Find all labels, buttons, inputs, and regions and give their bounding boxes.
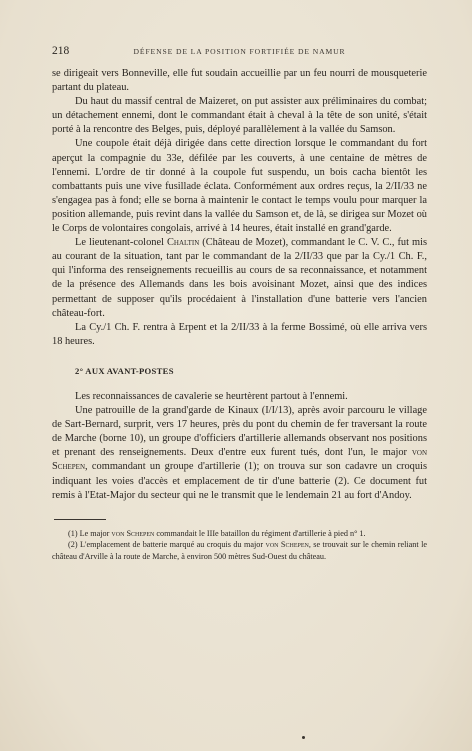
paragraph: La Cy./1 Ch. F. rentra à Erpent et la 2/II/33 à la ferme Bossimé, où elle arriva vers 18 heures. — [52, 321, 427, 347]
person-name: von Schepen — [265, 540, 309, 550]
text-run: (Château de Mozet), commandant le C. V. C., fut mis au courant de la situation, tant par le commandant de la 2/II/33 que par la Cy./1 Ch. F., qui l'informa des renseignements recueillis au cours de sa reconnaissance, et notamment de la présence des Allemands dans les bois avoisinant Mozet, ainsi que des indices permettant de supposer qu'ils procédaient à l'installation d'une batterie vers l'ancien château-fort. — [52, 237, 428, 319]
text-run: , commandant un groupe d'artillerie (1); on trouva sur son cadavre un croquis indiquant les voies d'accès et emplacement de tir d'une batterie (2). Ce document fut remis à l'Etat-Major du secteur qui ne le transmit que le lendemain 21 au fort d'Andoy. — [52, 461, 427, 501]
text-run: (2) L'emplacement de batterie marqué au croquis du major — [68, 540, 266, 550]
person-name: von Schepen — [111, 528, 155, 538]
paragraph — [52, 404, 427, 503]
text-run: Le lieutenant-colonel — [75, 237, 167, 249]
print-speck — [302, 736, 305, 739]
text-run: commandait le IIIe bataillon du régiment d'artillerie à pied n° 1. — [154, 528, 366, 538]
footnote-divider — [54, 519, 106, 520]
text-run: , se trouvait sur le chemin reliant le château d'Arville à la route de Marche, à environ 500 mètres Sud-Ouest du château. — [52, 540, 428, 561]
person-name: von Schepen — [52, 447, 427, 473]
paragraph: Une coupole était déjà dirigée dans cette direction lorsque le commandant du fort aperçut la compagnie du 33e, défilée par les couverts, à une centaine de mètres de l'ennemi. L'ordre de tir donné à la coupole fut suspendu, un bois cacha bientôt les combattants puis une vive fusillade éclata. Conformément aux ordres reçus, la 2/II/33 ne s'engagea pas à fond; elle se borna à maintenir le contact le temps voulu pour marquer la position allemande, puis revint dans la vallée du Samson et, de là, se dirigea sur Mozet où le Corps de volontaires congolais, arrivé à 14 heures, était installé en grand'garde. — [52, 138, 427, 235]
footnote — [52, 539, 427, 562]
person-name: Chaltin — [166, 237, 200, 249]
running-title: DÉFENSE DE LA POSITION FORTIFIÉE DE NAMUR — [133, 47, 346, 56]
page-number: 218 — [52, 45, 70, 57]
footnote — [52, 528, 427, 540]
page-header — [52, 45, 427, 59]
text-run: (1) Le major — [68, 528, 112, 538]
paragraph: Du haut du massif central de Maizeret, on put assister aux préliminaires du combat; un détachement ennemi, dont le commandant était à cheval à la tête de son unité, s'était porté à la rencontre des Belges, puis, déployé parallèlement à la vallée du Samson. — [52, 96, 427, 136]
paragraph: se dirigeait vers Bonneville, elle fut soudain accueillie par un feu nourri de mousqueterie partant du plateau. — [52, 68, 427, 94]
paragraph: Les reconnaissances de cavalerie se heurtèrent partout à l'ennemi. — [75, 390, 348, 402]
paragraph — [52, 236, 427, 321]
text-run: Une patrouille de la grand'garde de Kinaux (I/I/13), après avoir parcouru le village de Sart-Bernard, surprit, vers 17 heures, près du pont du chemin de fer traversant la route de Marche (borne 10), un groupe d'officiers d'artillerie allemands observant nos positions et prenant des renseignements. Deux d'entre eux furent tués, dont l'un, le major — [52, 405, 427, 459]
body-text — [52, 67, 427, 563]
section-heading: 2° AUX AVANT-POSTES — [75, 365, 174, 376]
